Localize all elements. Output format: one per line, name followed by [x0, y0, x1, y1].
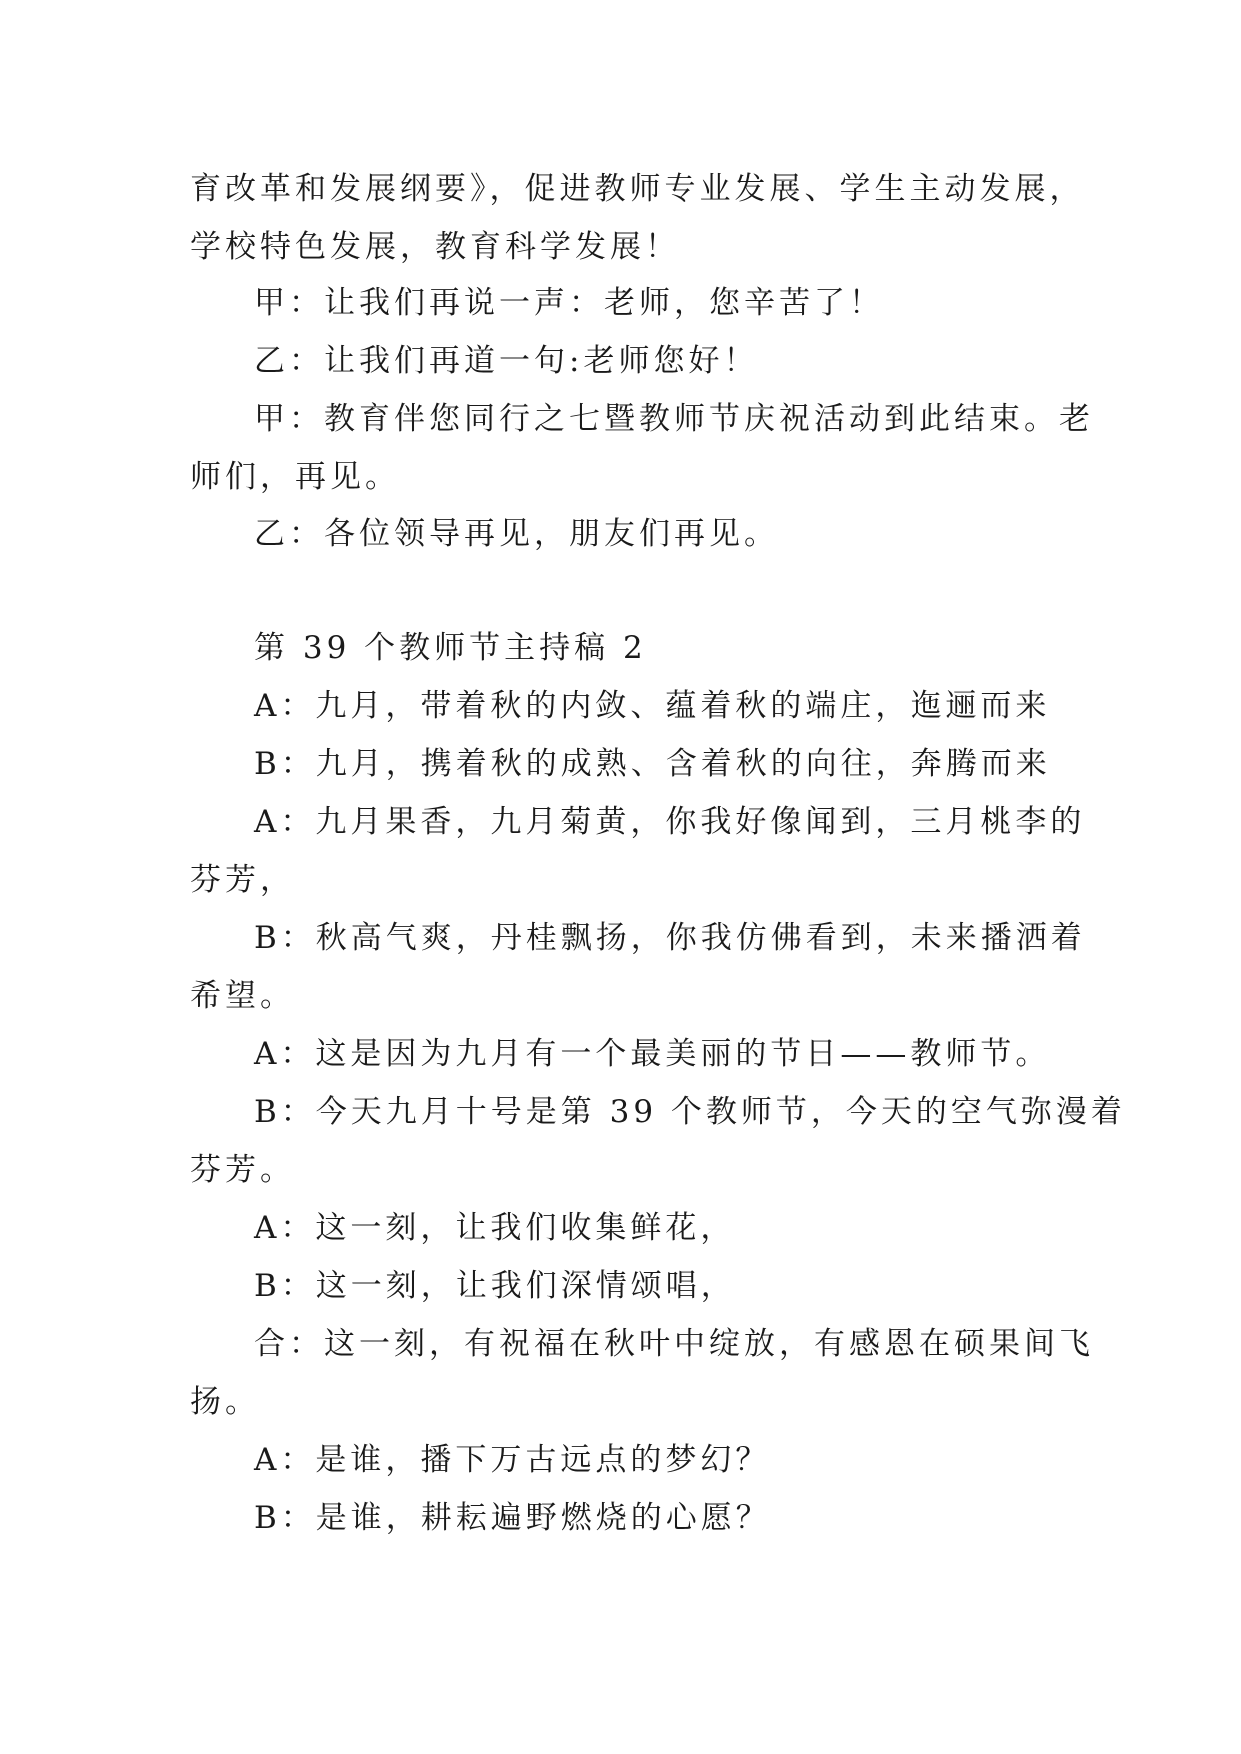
paragraph-b-september — [190, 735, 1050, 793]
paragraph-together-moment — [190, 1315, 1094, 1431]
text-line: B：今天九月十号是第 39 个教师节，今天的空气弥漫着 — [254, 1094, 1126, 1130]
text-line: B：秋高气爽，丹桂飘扬，你我仿佛看到，未来播洒着 — [254, 920, 1086, 956]
paragraph-a-september — [190, 677, 1050, 735]
text-line: 学校特色发展，教育科学发展！ — [190, 229, 680, 265]
paragraph-jia-closing — [190, 390, 1094, 506]
paragraph-reform-continuation — [190, 160, 1085, 276]
text-line: 芬芳。 — [190, 1152, 295, 1188]
paragraph-a-who-dream — [190, 1431, 1050, 1489]
text-line: B：九月，携着秋的成熟、含着秋的向往，奔腾而来 — [254, 746, 1051, 782]
text-line: 乙：各位领导再见，朋友们再见。 — [254, 516, 779, 552]
paragraph-b-who-wish — [190, 1489, 1050, 1547]
text-line: 甲：教育伴您同行之七暨教师节庆祝活动到此结束。老 — [254, 401, 1094, 437]
text-line: A：九月果香，九月菊黄，你我好像闻到，三月桃李的 — [254, 804, 1086, 840]
text-line: 希望。 — [190, 978, 295, 1014]
text-line: 合：这一刻，有祝福在秋叶中绽放，有感恩在硕果间飞 — [254, 1326, 1094, 1362]
text-line: A：九月，带着秋的内敛、蕴着秋的端庄，迤逦而来 — [254, 688, 1051, 724]
text-line: 甲：让我们再说一声：老师，您辛苦了！ — [254, 285, 884, 321]
paragraph-a-teachers-day — [190, 1025, 1050, 1083]
paragraph-b-today — [190, 1083, 1126, 1199]
paragraph-a-fragrance — [190, 793, 1086, 909]
text-line: 扬。 — [190, 1384, 260, 1420]
section-heading — [190, 619, 1050, 677]
text-line: 第 39 个教师节主持稿 2 — [254, 630, 647, 666]
paragraph-jia-thanks — [190, 274, 1050, 332]
text-line: B：是谁，耕耘遍野燃烧的心愿？ — [254, 1500, 771, 1536]
paragraph-b-autumn — [190, 909, 1086, 1025]
paragraph-b-sing — [190, 1257, 1050, 1315]
text-line: A：是谁，播下万古远点的梦幻？ — [254, 1442, 771, 1478]
text-line: 乙：让我们再道一句:老师您好！ — [254, 343, 759, 379]
text-line: A：这是因为九月有一个最美丽的节日——教师节。 — [254, 1036, 1051, 1072]
paragraph-a-flowers — [190, 1199, 1050, 1257]
text-line: 师们，再见。 — [190, 459, 400, 495]
text-line: 芬芳， — [190, 862, 295, 898]
paragraph-yi-farewell — [190, 505, 1050, 563]
text-line: 育改革和发展纲要》，促进教师专业发展、学生主动发展， — [190, 171, 1085, 207]
paragraph-yi-greeting — [190, 332, 1050, 390]
text-line: B：这一刻，让我们深情颂唱， — [254, 1268, 736, 1304]
text-line: A：这一刻，让我们收集鲜花， — [254, 1210, 736, 1246]
